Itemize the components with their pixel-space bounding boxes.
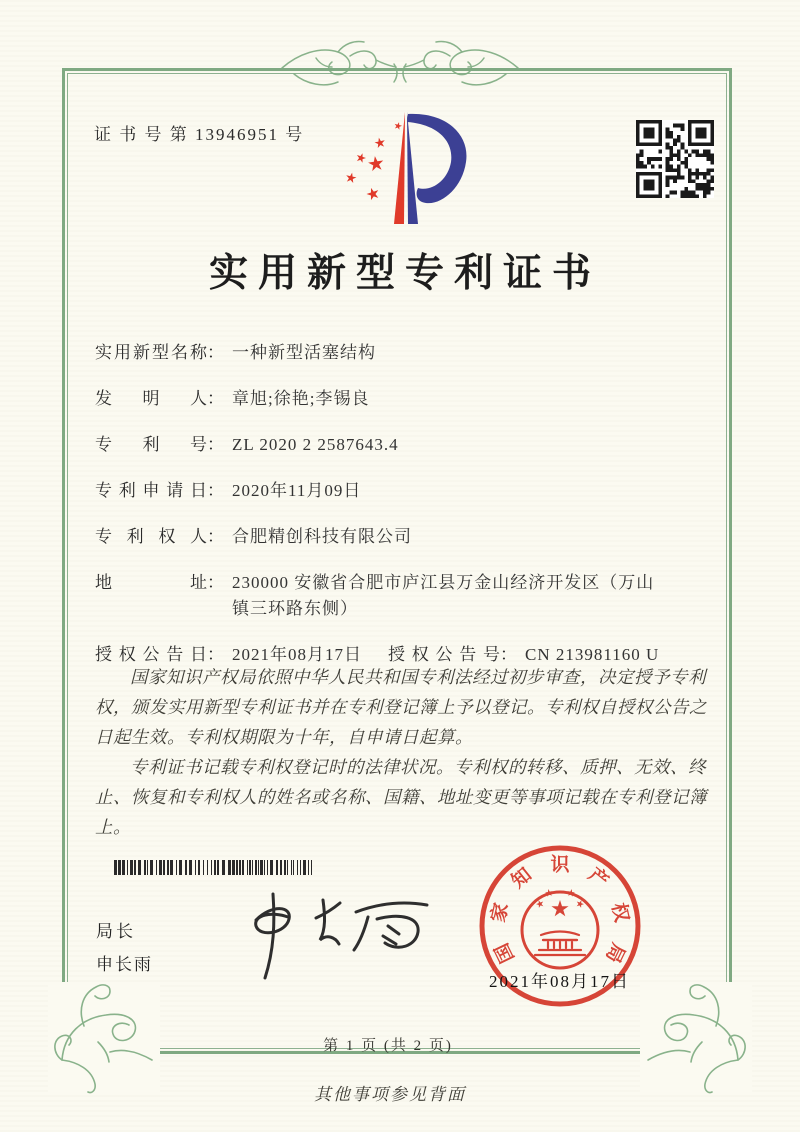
field-label: 授权公告日 — [95, 645, 207, 664]
legal-text — [95, 662, 707, 842]
certificate-fields — [95, 340, 711, 688]
grant-date-group: 授权公告日： 2021年08月17日 — [95, 642, 388, 668]
back-side-note: 其他事项参见背面 — [314, 1085, 466, 1104]
field-value: 2021年08月17日 — [232, 645, 362, 664]
svg-text:国: 国 — [491, 939, 519, 966]
field-row-patentee: 专利权人： 合肥精创科技有限公司 — [95, 524, 711, 550]
field-value: 合肥精创科技有限公司 — [232, 527, 412, 546]
field-value: 一种新型活塞结构 — [232, 343, 376, 362]
svg-text:产: 产 — [584, 864, 613, 893]
legal-paragraph: 专利证书记载专利权登记时的法律状况。专利权的转移、质押、无效、终止、恢复和专利权人的姓名或名称、国籍、地址变更等事项记载在专利登记簿上。 — [95, 757, 707, 837]
field-row-utility-model-name: 实用新型名称： 一种新型活塞结构 — [95, 340, 711, 366]
field-row-inventors: 发明人： 章旭;徐艳;李锡良 — [95, 386, 711, 412]
certificate-title: 实用新型专利证书 — [208, 252, 601, 295]
field-value: CN 213981160 U — [525, 645, 660, 664]
field-label: 专利申请日 — [95, 481, 207, 500]
svg-text:局: 局 — [601, 939, 629, 966]
field-row-address: 地址： 230000 安徽省合肥市庐江县万金山经济开发区（万山镇三环路东侧） — [95, 570, 711, 622]
certificate-number: 证 书 号 第 13946951 号 — [94, 125, 305, 144]
top-scrollwork-ornament-icon — [280, 34, 520, 98]
svg-text:识: 识 — [550, 854, 570, 876]
cnipa-logo-icon — [330, 106, 482, 230]
legal-paragraph: 国家知识产权局依照中华人民共和国专利法经过初步审查，决定授予专利权，颁发实用新型专利证书并在专利登记簿上予以登记。专利权自授权公告之日起生效。专利权期限为十年，自申请日起算。 — [95, 667, 707, 747]
svg-text:权: 权 — [607, 901, 632, 925]
field-row-application-date: 专利申请日： 2020年11月09日 — [95, 478, 711, 504]
svg-text:知: 知 — [507, 864, 536, 893]
commissioner-name: 申长雨 — [96, 955, 153, 974]
svg-text:家: 家 — [488, 901, 513, 925]
field-label: 发明人 — [95, 389, 207, 408]
barcode-icon — [114, 860, 312, 875]
field-value: ZL 2020 2 2587643.4 — [232, 435, 399, 454]
field-label: 实用新型名称 — [95, 343, 207, 362]
field-row-patent-number: 专利号： ZL 2020 2 2587643.4 — [95, 432, 711, 458]
field-label: 地址 — [95, 573, 207, 592]
page-number: 第 1 页 (共 2 页) — [323, 1038, 453, 1054]
field-label: 授权公告号 — [388, 645, 500, 664]
field-label: 专利权人 — [95, 527, 207, 546]
field-value: 章旭;徐艳;李锡良 — [232, 389, 370, 408]
qr-code-icon — [636, 120, 714, 198]
field-value: 230000 安徽省合肥市庐江县万金山经济开发区（万山镇三环路东侧） — [232, 573, 655, 618]
field-label: 专利号 — [95, 435, 207, 454]
field-value: 2020年11月09日 — [232, 481, 362, 500]
grant-number-group: 授权公告号： CN 213981160 U — [388, 642, 659, 668]
seal-date: 2021年08月17日 — [489, 972, 630, 991]
commissioner-title: 局长 — [96, 922, 136, 941]
shen-changyu-signature-icon — [228, 888, 438, 983]
